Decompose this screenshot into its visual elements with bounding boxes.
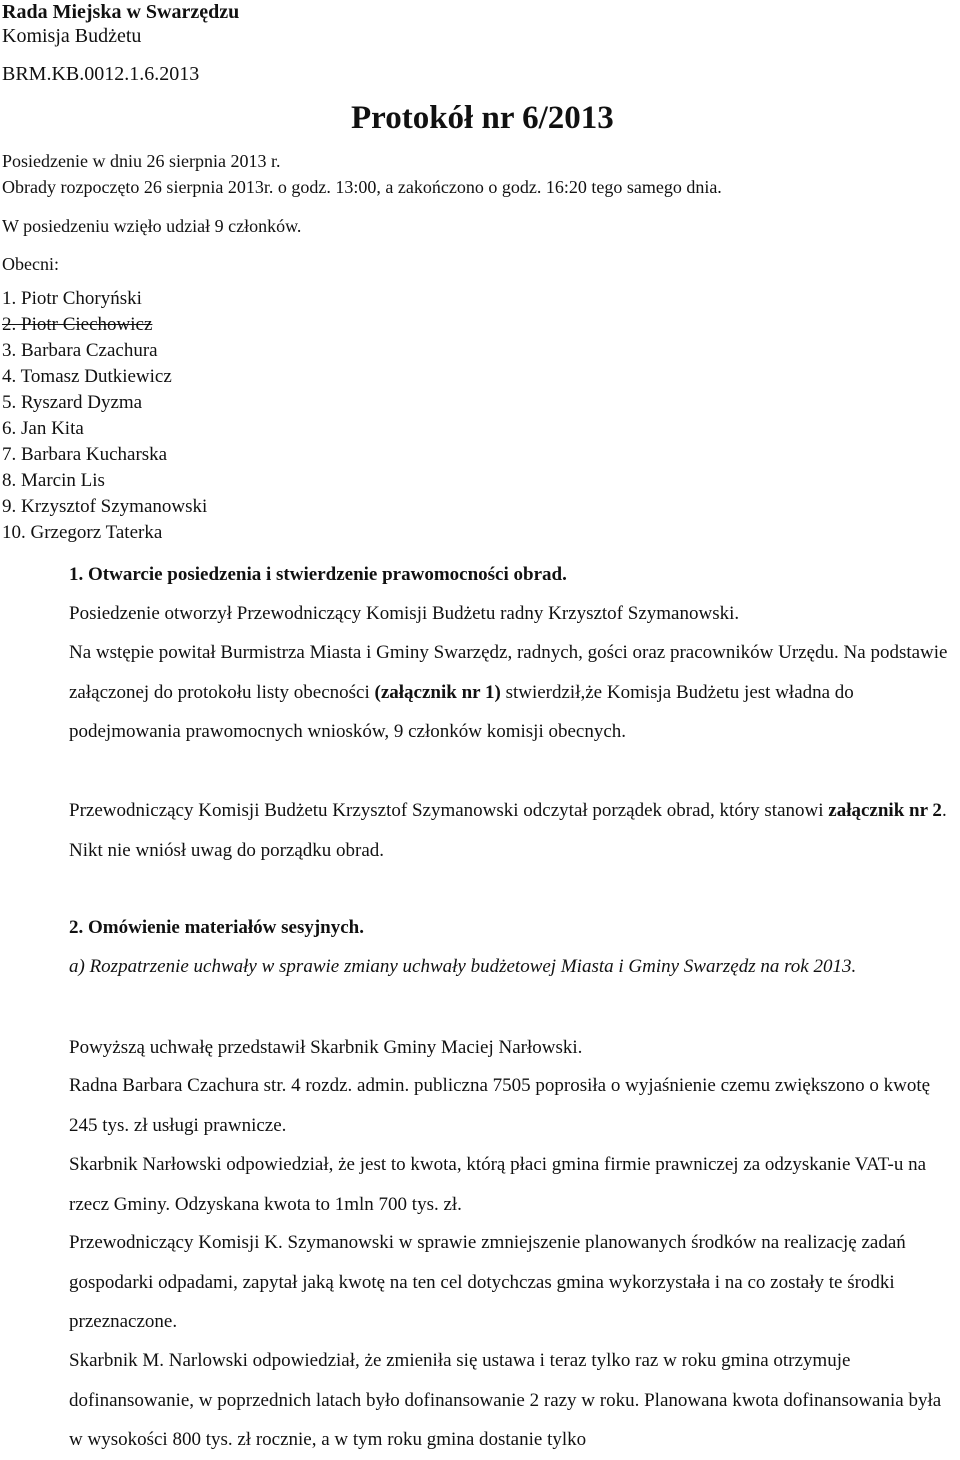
- attachment-2-ref: załącznik nr 2: [828, 800, 942, 821]
- session-times: Obrady rozpoczęto 26 sierpnia 2013r. o godz. 13:00, a zakończono o godz. 16:20 tego samego dnia.: [2, 177, 722, 197]
- section-1-heading: 1. Otwarcie posiedzenia i stwierdzenie prawomocności obrad.: [69, 564, 567, 585]
- section-2-waste-question: Przewodniczący Komisji K. Szymanowski w sprawie zmniejszenie planowanych środków na realizację zadań gospodarki odpadami, zapytał jaką kwotę na ten cel dotychczas gmina wykorzystała i na co zostały te środki przeznaczone.: [69, 1232, 906, 1332]
- section-2-presenter: Powyższą uchwałę przedstawił Skarbnik Gminy Maciej Narłowski.: [69, 1037, 583, 1058]
- list-item: 8. Marcin Lis: [2, 470, 105, 491]
- list-item: 10. Grzegorz Taterka: [2, 522, 163, 543]
- session-date: Posiedzenie w dniu 26 sierpnia 2013 r.: [2, 151, 281, 171]
- greeting-text: Na wstępie powitał Burmistrza Miasta i Gminy Swarzędz, radnych, gości oraz pracowników Urzędu. Na podstawie załączonej do protokołu listy obecności: [69, 642, 948, 703]
- list-item: 4. Tomasz Dutkiewicz: [2, 366, 172, 387]
- section-1-greeting: [69, 633, 954, 752]
- section-2-subheading: a) Rozpatrzenie uchwały w sprawie zmiany uchwały budżetowej Miasta i Gminy Swarzędz na rok 2013.: [69, 956, 857, 977]
- list-item: 1. Piotr Choryński: [2, 288, 142, 309]
- section-1-agenda: [69, 791, 954, 870]
- list-item: 5. Ryszard Dyzma: [2, 392, 143, 413]
- section-2-question: Radna Barbara Czachura str. 4 rozdz. admin. publiczna 7505 poprosiła o wyjaśnienie czemu zwiększono o kwotę 245 tys. zł usługi prawnicze.: [69, 1075, 931, 1136]
- section-2-heading: 2. Omówienie materiałów sesyjnych.: [69, 917, 364, 938]
- quorum-text: stwierdził,że Komisja Budżetu jest władna do podejmowania prawomocnych wniosków, 9 członków komisji obecnych.: [69, 681, 854, 742]
- document-title: Protokół nr 6/2013: [351, 100, 614, 136]
- org-name: Rada Miejska w Swarzędzu: [2, 1, 240, 23]
- present-label: Obecni:: [2, 254, 59, 274]
- list-item: 6. Jan Kita: [2, 418, 84, 439]
- attachment-1-ref: (załącznik nr 1): [374, 681, 501, 703]
- section-2-waste-answer: Skarbnik M. Narlowski odpowiedział, że zmieniła się ustawa i teraz tylko raz w roku gmina otrzymuje dofinansowanie, w poprzednich latach było dofinansowanie 2 razy w roku. Planowana kwota dofinansowania była w wysokości 800 tys. zł rocznie, a w tym roku gmina dostanie tylko: [69, 1350, 942, 1450]
- agenda-tail: . Nikt nie wniósł uwag do porządku obrad.: [69, 800, 947, 861]
- list-item: 7. Barbara Kucharska: [2, 444, 168, 465]
- committee-name: Komisja Budżetu: [2, 25, 142, 47]
- list-item: 9. Krzysztof Szymanowski: [2, 496, 208, 517]
- section-1-opening: Posiedzenie otworzył Przewodniczący Komisji Budżetu radny Krzysztof Szymanowski.: [69, 603, 740, 624]
- reference-number: BRM.KB.0012.1.6.2013: [2, 63, 200, 85]
- list-item: 3. Barbara Czachura: [2, 340, 158, 361]
- list-item: 2. Piotr Ciechowicz: [2, 314, 153, 335]
- agenda-text: Przewodniczący Komisji Budżetu Krzysztof Szymanowski odczytał porządek obrad, który stanowi: [69, 800, 829, 821]
- members-list: [2, 286, 207, 546]
- attendance-count: W posiedzeniu wzięło udział 9 członków.: [2, 216, 302, 236]
- section-2-answer: Skarbnik Narłowski odpowiedział, że jest to kwota, którą płaci gmina firmie prawniczej za odzyskanie VAT-u na rzecz Gminy. Odzyskana kwota to 1mln 700 tys. zł.: [69, 1154, 927, 1215]
